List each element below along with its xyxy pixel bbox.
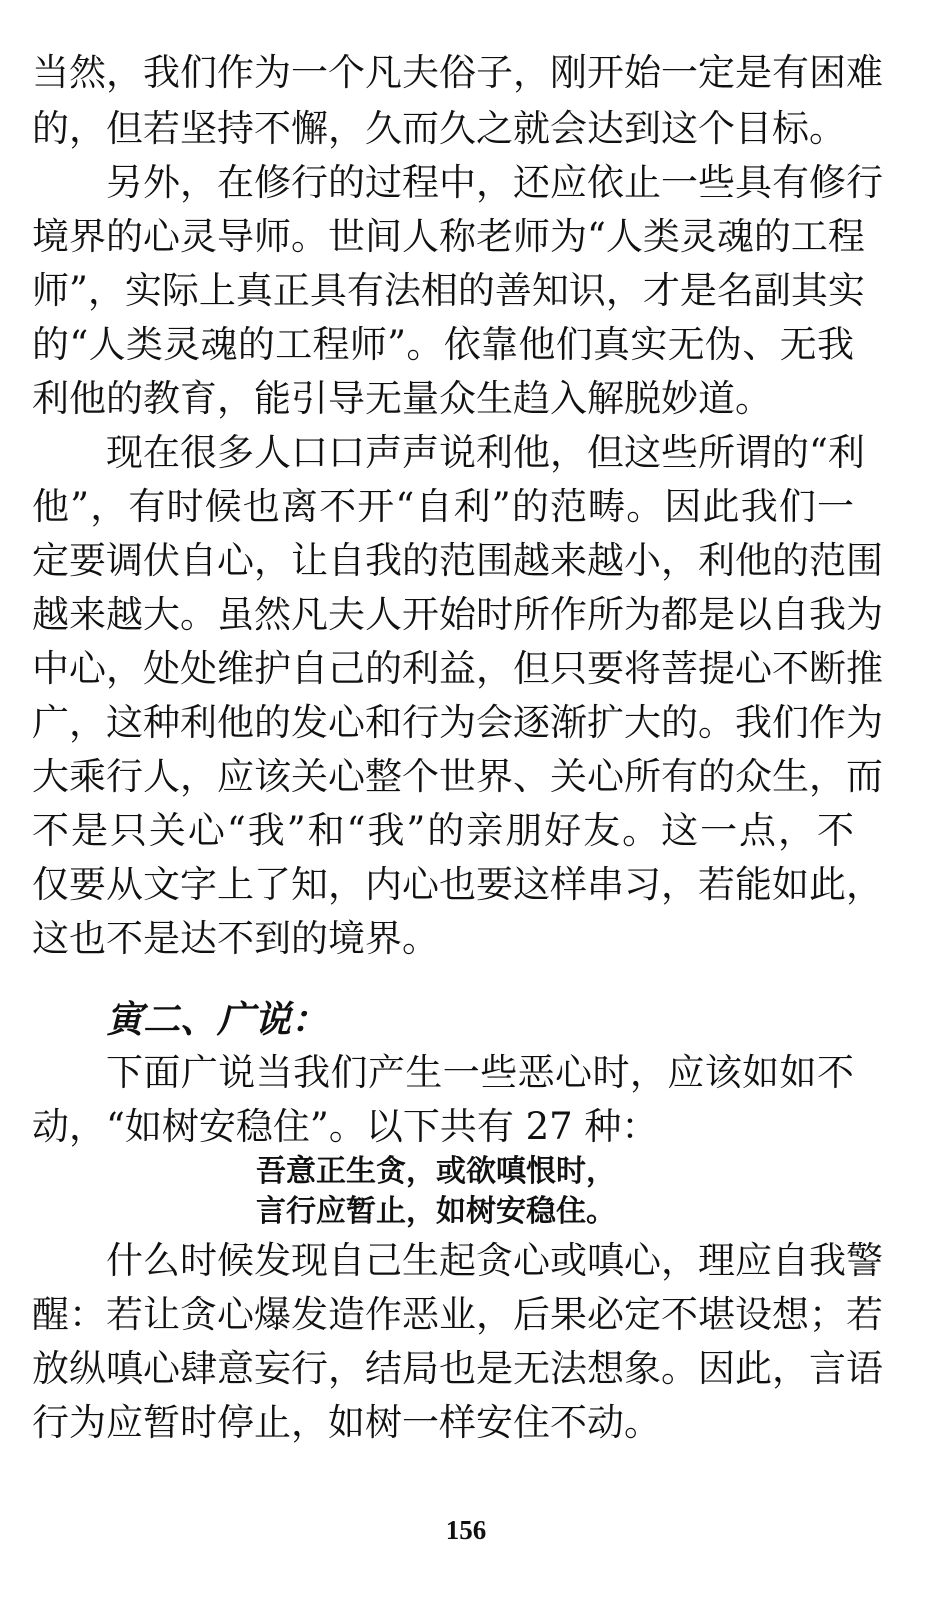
- section-heading: 寅二、广说：: [106, 997, 328, 1041]
- verse-line: 言行应暂止，如树安稳住。: [256, 1194, 616, 1229]
- commentary-line: 放纵嗔心肆意妄行，结局也是无法想象。因此，言语: [32, 1347, 883, 1390]
- text-line: 当然，我们作为一个凡夫俗子，刚开始一定是有困难: [32, 51, 883, 94]
- text-line: 广，这种利他的发心和行为会逐渐扩大的。我们作为: [32, 701, 883, 744]
- text-line: 不是只关心“我”和“我”的亲朋好友。这一点，不: [32, 809, 854, 852]
- intro-line: 下面广说当我们产生一些恶心时，应该如如不: [106, 1051, 854, 1094]
- text-line: 中心，处处维护自己的利益，但只要将菩提心不断推: [32, 647, 883, 690]
- text-line: 这也不是达不到的境界。: [32, 917, 439, 960]
- text-line: 仅要从文字上了知，内心也要这样串习，若能如此，: [32, 863, 883, 906]
- intro-line: 动，“如树安稳住”。以下共有 27 种：: [32, 1105, 659, 1148]
- text-line: 他”，有时候也离不开“自利”的范畴。因此我们一: [32, 485, 854, 528]
- text-line: 定要调伏自心，让自我的范围越来越小，利他的范围: [32, 539, 883, 582]
- page-number: 156: [445, 1515, 487, 1545]
- text-line: 的“人类灵魂的工程师”。依靠他们真实无伪、无我: [32, 323, 854, 366]
- verse-line: 吾意正生贪，或欲嗔恨时，: [256, 1154, 616, 1189]
- text-line: 另外，在修行的过程中，还应依止一些具有修行: [106, 161, 883, 204]
- text-line: 利他的教育，能引导无量众生趋入解脱妙道。: [32, 377, 772, 420]
- commentary-line: 行为应暂时停止，如树一样安住不动。: [32, 1401, 661, 1444]
- commentary-line: 醒：若让贪心爆发造作恶业，后果必定不堪设想；若: [32, 1293, 883, 1336]
- text-line: 师”，实际上真正具有法相的善知识，才是名副其实: [32, 269, 865, 312]
- text-line: 境界的心灵导师。世间人称老师为“人类灵魂的工程: [32, 215, 865, 258]
- text-line: 越来越大。虽然凡夫人开始时所作所为都是以自我为: [32, 593, 883, 636]
- text-line: 现在很多人口口声声说利他，但这些所谓的“利: [106, 431, 865, 474]
- text-line: 的，但若坚持不懈，久而久之就会达到这个目标。: [32, 107, 846, 150]
- commentary-line: 什么时候发现自己生起贪心或嗔心，理应自我警: [106, 1239, 883, 1282]
- text-line: 大乘行人，应该关心整个世界、关心所有的众生，而: [32, 755, 883, 798]
